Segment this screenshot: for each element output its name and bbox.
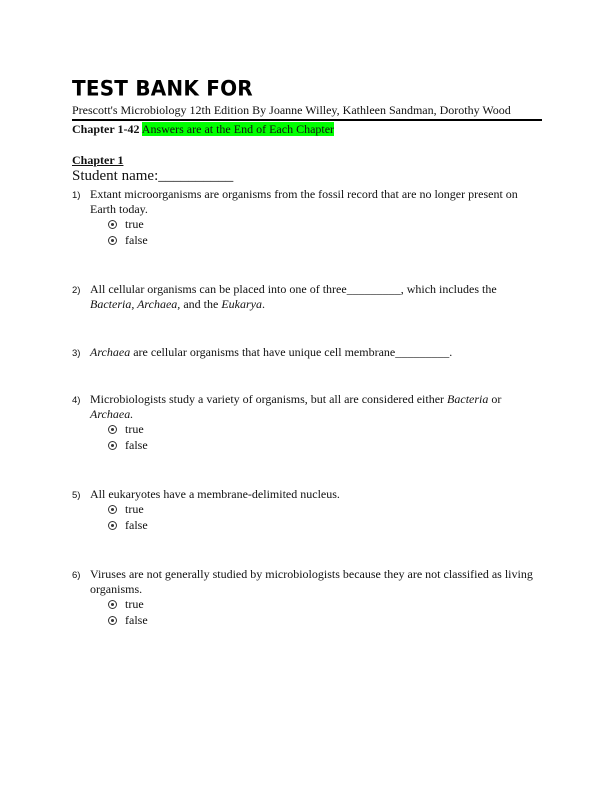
question-text: Archaea are cellular organisms that have unique cell membrane_________. xyxy=(90,345,453,359)
chapter-range: Chapter 1-42 xyxy=(72,122,140,136)
option-false[interactable]: false xyxy=(108,613,542,629)
answer-options xyxy=(108,502,542,533)
option-true[interactable]: true xyxy=(108,502,542,518)
question-4 xyxy=(72,392,542,453)
radio-icon[interactable] xyxy=(108,441,117,450)
question-text: Microbiologists study a variety of organisms, but all are considered either Bacteria or Archaea. xyxy=(90,392,502,421)
question-text: All eukaryotes have a membrane-delimited nucleus. xyxy=(90,487,340,501)
question-text: All cellular organisms can be placed into one of three_________, which includes the Bacteria, Archaea, and the Eukarya. xyxy=(90,282,497,311)
question-number: 6) xyxy=(72,570,81,581)
option-false[interactable]: false xyxy=(108,438,542,454)
book-subtitle: Prescott's Microbiology 12th Edition By Joanne Willey, Kathleen Sandman, Dorothy Wood xyxy=(72,103,511,117)
radio-icon[interactable] xyxy=(108,220,117,229)
radio-icon[interactable] xyxy=(108,616,117,625)
student-name-field[interactable]: Student name:__________ xyxy=(72,168,234,184)
header-divider xyxy=(72,119,542,121)
chapter-heading: Chapter 1 xyxy=(72,153,124,167)
radio-icon[interactable] xyxy=(108,600,117,609)
option-false[interactable]: false xyxy=(108,233,542,249)
option-true[interactable]: true xyxy=(108,217,542,233)
answers-note: Answers are at the End of Each Chapter xyxy=(141,122,335,136)
question-text: Viruses are not generally studied by microbiologists because they are not classified as living organisms. xyxy=(90,567,533,596)
question-3 xyxy=(72,345,542,360)
question-number: 1) xyxy=(72,190,81,201)
answer-options xyxy=(108,597,542,628)
document-title: TEST BANK FOR xyxy=(72,75,253,101)
question-number: 2) xyxy=(72,285,81,296)
radio-icon[interactable] xyxy=(108,521,117,530)
question-5 xyxy=(72,487,542,533)
option-true[interactable]: true xyxy=(108,422,542,438)
question-number: 3) xyxy=(72,348,81,359)
answer-options xyxy=(108,422,542,453)
radio-icon[interactable] xyxy=(108,236,117,245)
answer-options xyxy=(108,217,542,248)
question-1 xyxy=(72,187,542,248)
question-number: 5) xyxy=(72,490,81,501)
radio-icon[interactable] xyxy=(108,505,117,514)
chapter-range-line xyxy=(72,122,334,137)
option-true[interactable]: true xyxy=(108,597,542,613)
question-number: 4) xyxy=(72,395,81,406)
question-text: Extant microorganisms are organisms from the fossil record that are no longer present on Earth today. xyxy=(90,187,518,216)
radio-icon[interactable] xyxy=(108,425,117,434)
question-2 xyxy=(72,282,542,312)
question-6 xyxy=(72,567,542,628)
option-false[interactable]: false xyxy=(108,518,542,534)
